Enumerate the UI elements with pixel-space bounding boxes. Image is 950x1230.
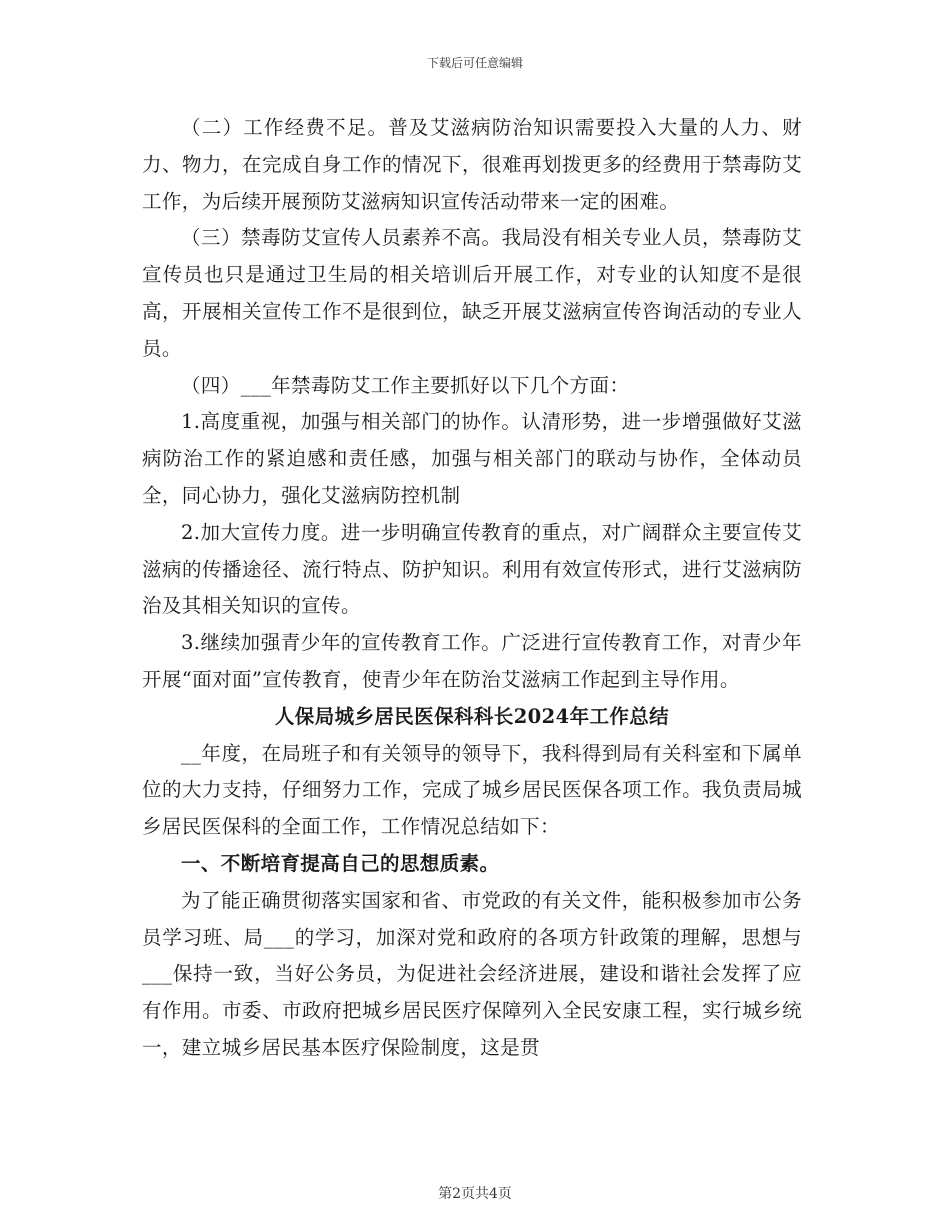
paragraph-funding: （二）工作经费不足。普及艾滋病防治知识需要投入大量的人力、财力、物力，在完成自身工作的情况下，很难再划拨更多的经费用于禁毒防艾工作，为后续开展预防艾滋病知识宣传活动带来一定的困难。	[142, 116, 802, 213]
paragraph-plan-item-3: 3.继续加强青少年的宣传教育工作。广泛进行宣传教育工作，对青少年开展“面对面”宣传教育，使青少年在防治艾滋病工作起到主导作用。	[142, 631, 802, 691]
paragraph-intro: __年度，在局班子和有关领导的领导下，我科得到局有关科室和下属单位的大力支持，仔细努力工作，完成了城乡居民医保各项工作。我负责局城乡居民医保科的全面工作，工作情况总结如下：	[142, 741, 802, 839]
paragraph-plan-item-1: 1.高度重视，加强与相关部门的协作。认清形势，进一步增强做好艾滋病防治工作的紧迫感和责任感，加强与相关部门的联动与协作，全体动员全，同心协力，强化艾滋病防控机制	[142, 410, 802, 507]
paragraph-body-1: 为了能正确贯彻落实国家和省、市党政的有关文件，能积极参加市公务员学习班、局___的学习，加深对党和政府的各项方针政策的理解，思想与___保持一致，当好公务员，为促进社会经济进展，建设和谐社会发挥了应有作用。市委、市政府把城乡居民医疗保障列入全民安康工程，实行城乡统一，建立城乡居民基本医疗保险制度，这是贯	[142, 888, 802, 1059]
section-title: 人保局城乡居民医保科科长2024年工作总结	[274, 704, 670, 728]
paragraph-plan-intro: （四）___年禁毒防艾工作主要抓好以下几个方面：	[181, 373, 630, 397]
page-footer: 第2页共4页	[438, 1186, 512, 1202]
document-body	[142, 110, 802, 1067]
page-header: 下载后可任意编辑	[426, 56, 523, 70]
section-heading-1: 一、不断培育提高自己的思想质素。	[181, 851, 500, 875]
paragraph-staff-quality: （三）禁毒防艾宣传人员素养不高。我局没有相关专业人员，禁毒防艾宣传员也只是通过卫生局的相关培训后开展工作，对专业的认知度不是很高，开展相关宣传工作不是很到位，缺乏开展艾滋病宣传咨询活动的专业人员。	[142, 226, 802, 360]
paragraph-plan-item-2: 2.加大宣传力度。进一步明确宣传教育的重点，对广阔群众主要宣传艾滋病的传播途径、流行特点、防护知识。利用有效宣传形式，进行艾滋病防治及其相关知识的宣传。	[142, 520, 802, 618]
